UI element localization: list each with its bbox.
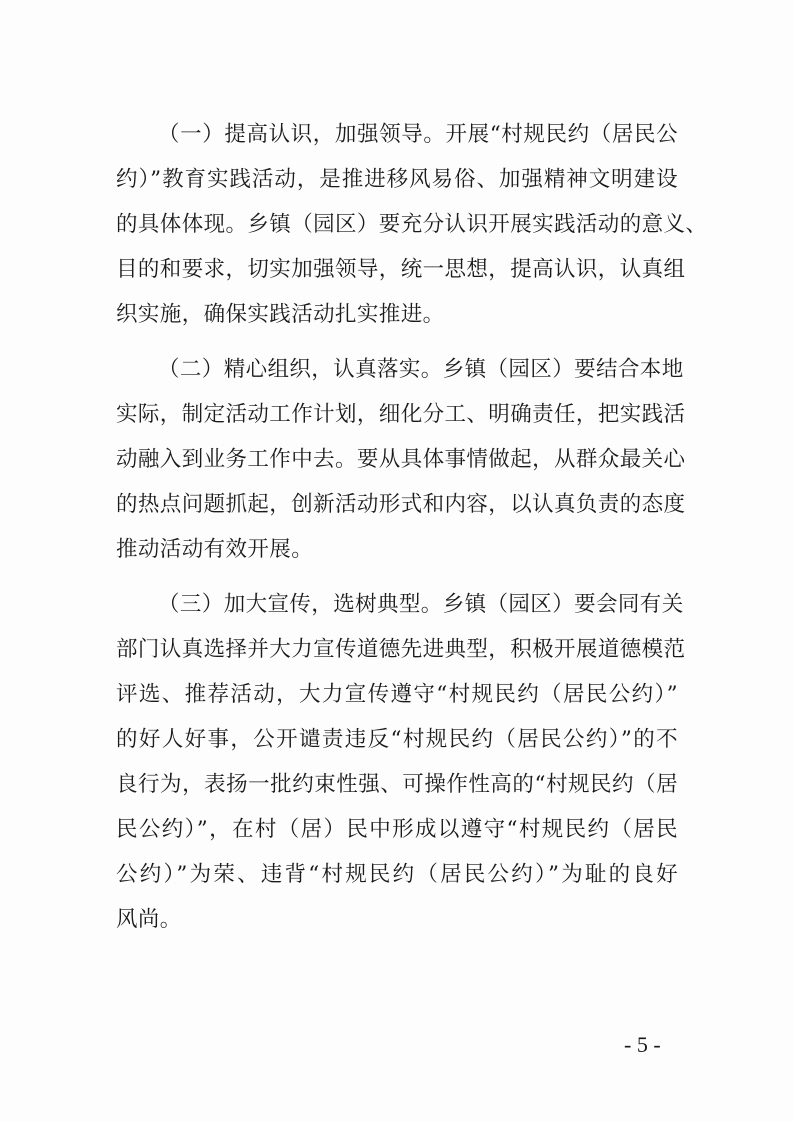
text-line: 的好人好事，公开谴责违反“村规民约（居民公约）”的不 (116, 727, 678, 752)
text-line: 的具体体现。乡镇（园区）要充分认识开展实践活动的意义、 (116, 212, 708, 237)
text-line: 约）”教育实践活动，是推进移风易俗、加强精神文明建设 (116, 167, 678, 192)
text-line: 风尚。 (116, 907, 182, 932)
text-line: 实际，制定活动工作计划，细化分工、明确责任，把实践活 (116, 402, 686, 427)
text-line: 目的和要求，切实加强领导，统一思想，提高认识，认真组 (116, 257, 686, 282)
paragraph-3 (116, 582, 686, 942)
text-line: 的热点问题抓起，创新活动形式和内容，以认真负责的态度 (116, 492, 686, 517)
paragraph-2 (116, 347, 686, 572)
text-line: 民公约）”，在村（居）民中形成以遵守“村规民约（居民 (116, 817, 678, 842)
text-line: 织实施，确保实践活动扎实推进。 (116, 302, 445, 327)
text-line: 公约）”为荣、违背“村规民约（居民公约）”为耻的良好 (116, 862, 678, 887)
page-number: - 5 - (624, 1032, 661, 1057)
text-line: 评选、推荐活动，大力宣传遵守“村规民约（居民公约）” (116, 682, 678, 707)
text-line: （三）加大宣传，选树典型。乡镇（园区）要会同有关 (158, 592, 684, 617)
text-line: 良行为，表扬一批约束性强、可操作性高的“村规民约（居 (116, 772, 678, 797)
text-line: （一）提高认识，加强领导。开展“村规民约（居民公 (158, 122, 678, 147)
body-text (116, 112, 708, 942)
text-line: 推动活动有效开展。 (116, 537, 314, 562)
text-line: （二）精心组织，认真落实。乡镇（园区）要结合本地 (158, 357, 684, 382)
text-line: 动融入到业务工作中去。要从具体事情做起，从群众最关心 (116, 447, 686, 472)
text-line: 部门认真选择并大力宣传道德先进典型，积极开展道德模范 (116, 637, 686, 662)
paragraph-1 (116, 112, 708, 337)
